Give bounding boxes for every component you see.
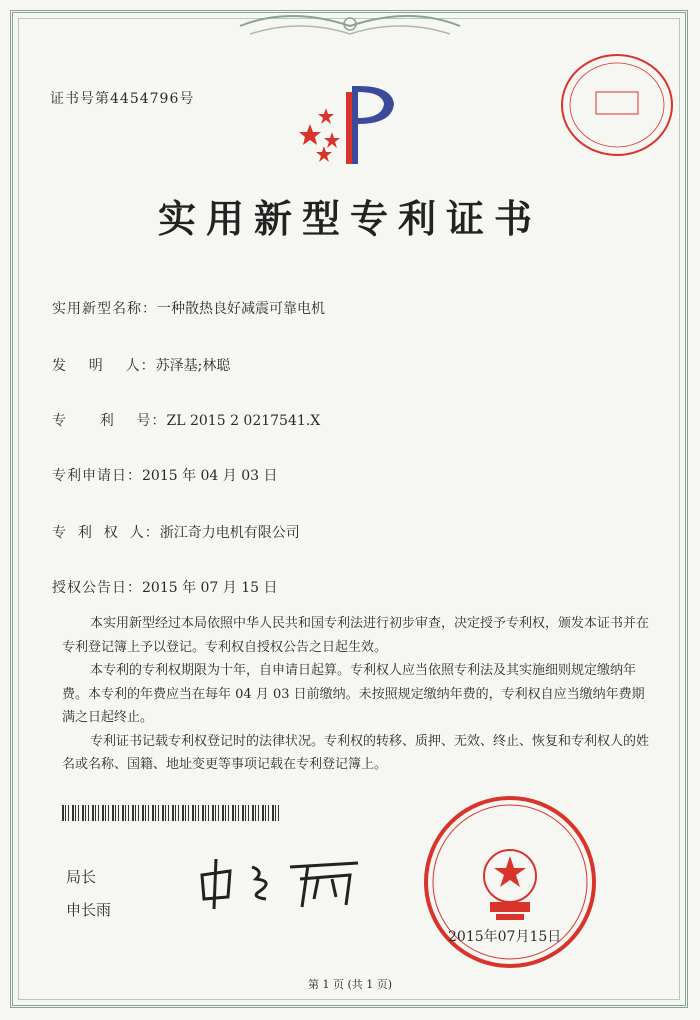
utility-model-name: 一种散热良好减震可靠电机 <box>157 301 325 317</box>
certificate-body <box>62 612 652 777</box>
certificate-number: 证书号第4454796号 <box>50 91 195 107</box>
inventors: 苏泽基;林聪 <box>155 358 231 374</box>
barcode <box>62 805 284 821</box>
field-label: 授权公告日： <box>52 580 142 596</box>
patentee: 浙江奇力电机有限公司 <box>159 525 300 541</box>
field-label: 专利申请日： <box>52 468 142 484</box>
top-ornament <box>230 6 470 46</box>
handwritten-signature <box>190 845 370 915</box>
patentee-row <box>52 522 300 542</box>
utility-model-name-row <box>52 298 325 318</box>
grant-date-row <box>52 577 278 597</box>
patent-number: ZL 2015 2 0217541.X <box>166 413 321 429</box>
field-label: 发 明 人： <box>52 358 156 374</box>
application-date: 2015 年 04 月 03 日 <box>142 468 278 484</box>
patent-office-logo <box>296 84 416 172</box>
agent-stamp <box>558 50 676 160</box>
application-date-row <box>52 465 278 485</box>
inventors-row <box>52 355 230 375</box>
signatory-title: 局长 <box>66 868 97 886</box>
field-label: 实用新型名称： <box>52 301 157 317</box>
certificate-title: 实用新型专利证书 <box>157 196 542 241</box>
body-paragraph: 本实用新型经过本局依照中华人民共和国专利法进行初步审查，决定授予专利权，颁发本证书并在专利登记簿上予以登记。专利权自授权公告之日起生效。 <box>62 616 650 655</box>
body-paragraph: 专利证书记载专利权登记时的法律状况。专利权的转移、质押、无效、终止、恢复和专利权人的姓名或名称、国籍、地址变更等事项记载在专利登记簿上。 <box>62 733 650 772</box>
field-label: 专 利 权 人： <box>52 525 160 541</box>
seal-date: 2015年07月15日 <box>448 929 562 945</box>
field-label: 专 利 号： <box>52 413 167 429</box>
page-number: 第 1 页 (共 1 页) <box>307 978 393 991</box>
grant-date: 2015 年 07 月 15 日 <box>142 580 278 596</box>
body-paragraph: 本专利的专利权期限为十年，自申请日起算。专利权人应当依照专利法及其实施细则规定缴纳年费。本专利的年费应当在每年 04 月 03 日前缴纳。未按照规定缴纳年费的，专利权自应当缴纳年费期满之日起终止。 <box>62 663 645 725</box>
signatory-name: 申长雨 <box>66 901 112 919</box>
patent-number-row <box>52 410 320 430</box>
